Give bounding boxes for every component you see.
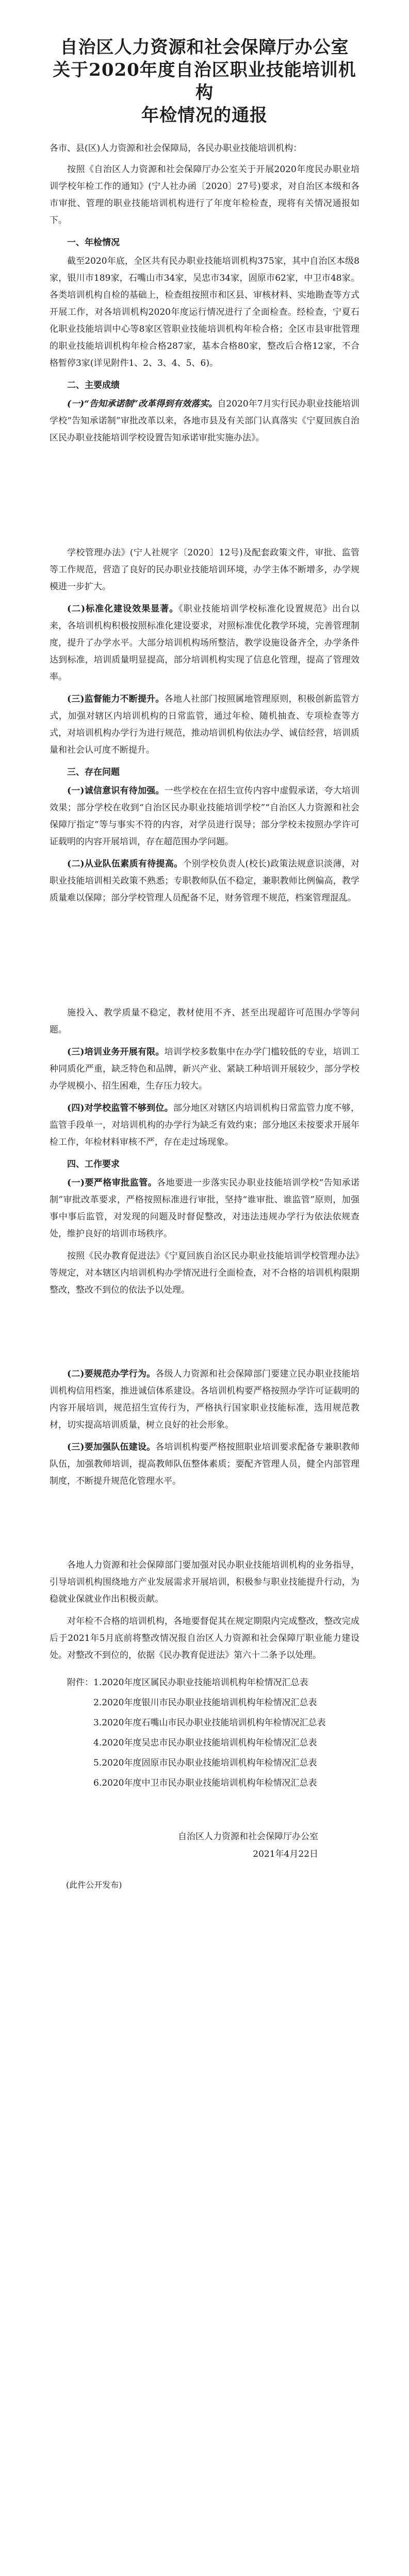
- section-2-1-title: (一)“告知承诺制”改革得到有效落实。: [67, 399, 218, 409]
- attachment-item: 4.2020年度吴忠市民办职业技能培训机构年检情况汇总表: [93, 1738, 317, 1748]
- section-4-3-paragraph: [50, 1439, 359, 1490]
- section-4-1-body: 各地要进一步落实民办职业技能培训学校“告知承诺制”审批改革要求，严格按照标准进行审批，坚持“谁审批、谁监管”原则，加强事中事后监管，对发现的问题及时督促整改，对违法违规办学行为依法依规查处，维护良好的培训市场秩序。: [50, 1178, 359, 1239]
- attachment-item: 3.2020年度石嘴山市民办职业技能培训机构年检情况汇总表: [93, 1718, 326, 1728]
- section-2-1-body: 自2020年7月实行民办职业技能培训学校“告知承诺制”审批改革以来，各地市县及有关部门认真落实《宁夏回族自治区民办职业技能培训学校设置告知承诺审批实施办法》。: [50, 399, 359, 443]
- section-4-3-title: (三)要加强队伍建设。: [67, 1442, 156, 1452]
- salutation: 各市、县(区)人力资源和社会保障局，各民办职业技能培训机构：: [50, 143, 302, 154]
- section-3-1-body: 一些学校在在招生宣传内容中虚假承诺，夸大培训效果；部分学校在收到“自治区民办职业技能培训学校”“自治区人力资源和社会保障厅指定”等与事实不符的内容，对学员进行误导；部分学校未按照办学许可证载明的内容开展培训，存在超范围办学问题。: [50, 786, 360, 847]
- attachment-item: 附件：1.2020年度区属民办职业技能培训机构年检情况汇总表: [67, 1677, 308, 1688]
- page-gap: [50, 912, 359, 1005]
- page-gap: [50, 1495, 359, 1557]
- section-2-3-body: 各地人社部门按照属地管理原则，积极创新监管方式，加强对辖区内培训机构的日常监管，通过年检、随机抽查、专项检查等方式，对培训机构办学行为进行规范，推动培训机构依法办学、诚信经营，培训质量和社会认可度不断提升。: [50, 694, 360, 755]
- title-line-1: 自治区人力资源和社会保障厅办公室: [60, 37, 349, 58]
- document-header: [50, 36, 359, 127]
- section-4-3-body: 各培训机构要严格按照职业培训要求配备专兼职教师队伍，加强教师培训，提高教师队伍整体素质；要配齐管理人员，健全内部管理制度，不断提升规范化管理水平。: [50, 1442, 359, 1486]
- section-2-3-title: (三)监督能力不断提升。: [67, 694, 165, 704]
- section-1-paragraph: 截至2020年底，全区共有民办职业技能培训机构375家，其中自治区本级8家，银川市189家，石嘴山市34家，吴忠市34家，固原市62家，中卫市48家。各类培训机构自检的基础上，检查组按照市和区县、审核材料、实地勘查等方式开展工作，对各培训机构2020年度运行情况进行了全面检查。经检查，宁夏石化职业技能培训中心等8家区管职业技能培训机构年检合格；全区市县审批管理的职业技能培训机构年检合格287家，基本合格80家，整改后合格12家，不合格暂停3家(详见附件1、2、3、4、5、6)。: [50, 256, 359, 368]
- page-gap: [50, 452, 359, 545]
- section-4-2-paragraph: [50, 1366, 359, 1434]
- section-2-title: 二、主要成绩: [67, 380, 120, 391]
- section-4-2-title: (二)要规范办学行为。: [67, 1369, 156, 1379]
- section-4-1-paragraph: [50, 1175, 359, 1243]
- signature-block: [50, 1828, 359, 1863]
- section-2-3-paragraph: [50, 691, 359, 759]
- section-4-1-title: (一)要严格审批监管。: [67, 1178, 157, 1188]
- attachment-item: 5.2020年度固原市民办职业技能培训机构年检情况汇总表: [93, 1758, 317, 1768]
- section-2-2-paragraph: [50, 601, 359, 686]
- attachment-item: 2.2020年度银川市民办职业技能培训机构年检情况汇总表: [93, 1698, 317, 1708]
- section-3-1-title: (一)诚信意识有待加强。: [67, 786, 165, 796]
- page-gap: [50, 1304, 359, 1366]
- section-3-2-paragraph: [50, 856, 359, 907]
- section-4-title: 四、工作要求: [67, 1159, 120, 1170]
- section-3-4-body: 部分地区对辖区内培训机构日常监管力度不够，监管手段单一，对培训机构的办学行为缺乏有效约束；部分地区未按要求开展年检工作，年检材料审核不严，存在走过场现象。: [50, 1103, 359, 1147]
- section-3-2-body: 个别学校负责人(校长)政策法规意识淡薄，对职业技能培训相关政策不熟悉；专职教师队伍不稳定，兼职教师比例偏高，教学质量难以保障；部分学校管理人员配备不足，财务管理不规范，档案管理混乱。: [50, 859, 359, 903]
- section-3-3-body: 培训学校多数集中在办学门槛较低的专业，培训工种同质化严重，缺乏特色和品牌，新兴产业、紧缺工种培训开展较少，部分学校办学规模小、招生困难，生存压力较大。: [50, 1047, 360, 1091]
- intro-paragraph: 按照《自治区人力资源和社会保障厅办公室关于开展2020年度民办职业培训学校年检工作的通知》(宁人社办函〔2020〕27号)要求，对自治区本级和各市审批、管理的职业技能培训机构进行了年度年检检查，现将有关情况通报如下。: [50, 164, 359, 226]
- section-4-2-body: 各级人力资源和社会保障部门要建立民办职业技能培训机构信用档案，推进诚信体系建设。各培训机构要严格按照办学许可证载明的内容开展培训，规范招生宣传行为，严格执行国家职业技能标准，选用规范教材，切实提高培训质量，树立良好的社会形象。: [50, 1369, 359, 1430]
- title-line-3: 年检情况的通报: [141, 105, 268, 126]
- section-3-1-paragraph: [50, 783, 359, 851]
- section-1-title: 一、年检情况: [67, 238, 120, 248]
- issuing-organization: 自治区人力资源和社会保障厅办公室: [178, 1832, 318, 1842]
- publication-note: (此件公开发布): [66, 1880, 122, 1890]
- section-4-5-paragraph: 对年检不合格的培训机构，各地要督促其在规定期限内完成整改，整改完成后于2021年5月底前将整改情况报自治区人力资源和社会保障厅职业能力建设处。对整改不到位的，依据《民办教育促进法》第六十二条予以处理。: [50, 1616, 359, 1660]
- section-3-4-title: (四)对学校监管不够到位。: [67, 1103, 173, 1113]
- section-3-4-paragraph: [50, 1100, 359, 1151]
- section-3-title: 三、存在问题: [67, 767, 120, 777]
- section-2-1-continued: 学校管理办法》(宁人社规字〔2020〕12号)及配套政策文件，审批、监管等工作规范，营造了良好的民办职业技能培训环境，办学主体不断增多，办学规模进一步扩大。: [50, 548, 359, 592]
- issue-date: 2021年4月22日: [253, 1849, 318, 1859]
- section-2-2-body: 《职业技能培训学校标准化设置规范》出台以来，各培训机构积极按照标准化建设要求，对照标准优化教学环境，完善管理制度，提升了办学水平。大部分培训机构场所整洁，教学设施设备齐全，办学条件达到标准，培训质量明显提高，部分培训机构实现了信息化管理，提高了管理效率。: [50, 604, 360, 682]
- section-3-3-paragraph: [50, 1044, 359, 1095]
- section-3-3-title: (三)培训业务开展有限。: [67, 1047, 165, 1057]
- section-2-2-title: (二)标准化建设效果显著。: [67, 604, 179, 614]
- title-line-2: 关于2020年度自治区职业技能培训机构: [53, 60, 356, 103]
- section-3-2-title: (二)从业队伍素质有待提高。: [67, 859, 183, 869]
- attachment-item: 6.2020年度中卫市民办职业技能培训机构年检情况汇总表: [93, 1778, 317, 1788]
- section-4-4-paragraph: 各地人力资源和社会保障部门要加强对民办职业技能培训机构的业务指导，引导培训机构围绕地方产业发展需求开展培训，积极参与职业技能提升行动，为稳就业保就业作出积极贡献。: [50, 1560, 359, 1604]
- attachment-list: [50, 1674, 359, 1792]
- section-2-1-paragraph: [50, 396, 359, 447]
- section-4-1-continued: 按照《民办教育促进法》《宁夏回族自治区民办职业技能培训学校管理办法》等规定，对本辖区内培训机构办学情况进行全面检查，对不合格的培训机构限期整改，整改不到位的依法予以处理。: [50, 1251, 359, 1295]
- section-3-2-continued: 施投入、教学质量不稳定，教材使用不齐、甚至出现超许可范围办学等问题。: [50, 1008, 359, 1035]
